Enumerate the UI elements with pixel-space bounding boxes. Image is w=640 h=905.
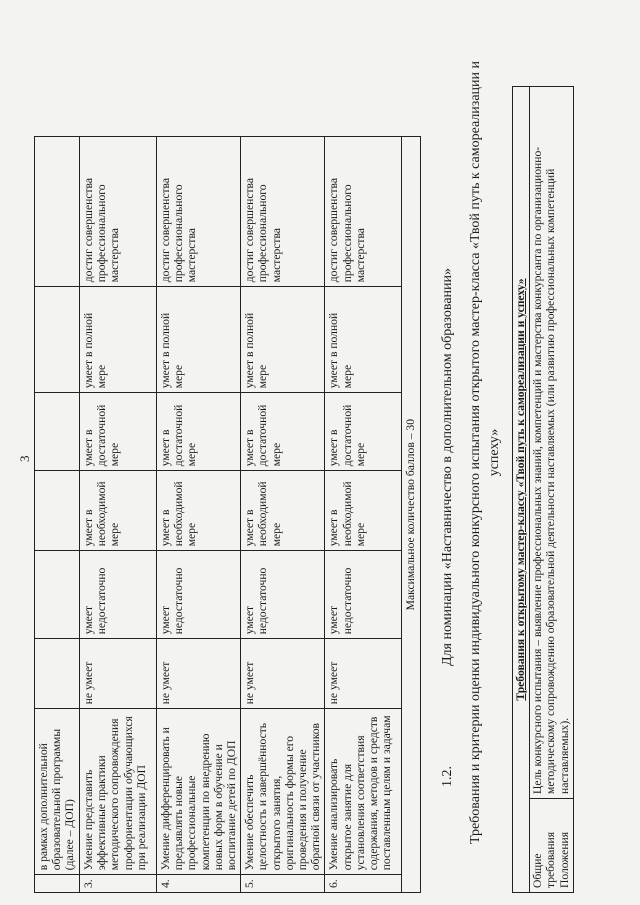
level-cell: не умеет <box>80 639 157 709</box>
level-cell: достиг совершенства профессионального мастерства <box>157 137 241 287</box>
level-cell: умеет в полной мере <box>80 287 157 393</box>
row-number: 3. <box>80 875 157 893</box>
table-row <box>80 137 157 893</box>
level-cell: умеет в необходимой мере <box>241 471 325 551</box>
row-number: 5. <box>241 875 325 893</box>
level-cell: умеет в полной мере <box>241 287 325 393</box>
level-cell <box>35 287 80 393</box>
criteria-table <box>34 136 421 893</box>
level-cell: умеет в необходимой мере <box>80 471 157 551</box>
requirements-table <box>512 86 574 893</box>
level-cell: умеет в достаточной мере <box>80 393 157 471</box>
table-row <box>241 137 325 893</box>
level-cell <box>35 471 80 551</box>
skill-cell: Умение обеспечить целостность и завершённость открытого занятия, оригинальность формы его проведения и получение обратной связи от участников <box>241 709 325 875</box>
requirements-label: Общие требования Положения <box>529 799 573 893</box>
skill-cell: Умение анализировать открытое занятие для установления соответствия содержания, методов и средств поставленным целям и задачам <box>325 709 402 875</box>
skill-cell: в рамках дополнительной образовательной программы (далее – ДОП) <box>35 709 80 875</box>
table-row <box>35 137 80 893</box>
requirements-header: Требования к открытому мастер-классу «Твой путь к самореализации и успеху» <box>513 87 530 893</box>
level-cell: умеет недостаточно <box>241 551 325 639</box>
level-cell <box>35 137 80 287</box>
level-cell: умеет недостаточно <box>80 551 157 639</box>
level-cell: умеет в необходимой мере <box>325 471 402 551</box>
row-number: 6. <box>325 875 402 893</box>
level-cell: не умеет <box>241 639 325 709</box>
level-cell: умеет в достаточной мере <box>241 393 325 471</box>
row-number: 4. <box>157 875 241 893</box>
level-cell: достиг совершенства профессионального мастерства <box>80 137 157 287</box>
total-row <box>402 137 421 893</box>
level-cell: умеет в достаточной мере <box>325 393 402 471</box>
section-number: 1.2. <box>440 766 455 787</box>
table-row <box>529 87 573 893</box>
level-cell: достиг совершенства профессионального мастерства <box>325 137 402 287</box>
requirements-header-row <box>513 87 530 893</box>
level-cell: достиг совершенства профессионального мастерства <box>241 137 325 287</box>
row-number <box>35 875 80 893</box>
page-number: 3 <box>17 455 32 462</box>
level-cell <box>35 551 80 639</box>
skill-cell: Умение представить эффективные практики методического сопровождения профориентации обучающихся при реализации ДОП <box>80 709 157 875</box>
level-cell <box>35 639 80 709</box>
section-subtitle: Требования и критерии оценки индивидуального конкурсного испытания открытого мастер-класса «Твой путь к самореализации и успеху» <box>468 60 503 845</box>
total-score: Максимальное количество баллов – 30 <box>402 137 421 893</box>
table-row <box>325 137 402 893</box>
level-cell: умеет в полной мере <box>325 287 402 393</box>
level-cell <box>35 393 80 471</box>
level-cell: умеет недостаточно <box>325 551 402 639</box>
skill-cell: Умение дифференцировать и предъявлять новые профессиональные компетенции по внедрению новых форм в обучение и воспитание детей по ДОП <box>157 709 241 875</box>
level-cell: умеет недостаточно <box>157 551 241 639</box>
level-cell: не умеет <box>325 639 402 709</box>
table-row <box>157 137 241 893</box>
level-cell: не умеет <box>157 639 241 709</box>
requirements-text: Цель конкурсного испытания – выявление профессиональных знаний, компетенций и мастерства конкурсанта по организационно-методическому сопровождению образовательной деятельности наставляемых (или развитию профессиональных компетенций наставляемых). <box>529 87 573 799</box>
level-cell: умеет в полной мере <box>157 287 241 393</box>
section-title: Для номинации «Наставничество в дополнительном образовании» <box>440 267 455 667</box>
level-cell: умеет в достаточной мере <box>157 393 241 471</box>
level-cell: умеет в необходимой мере <box>157 471 241 551</box>
